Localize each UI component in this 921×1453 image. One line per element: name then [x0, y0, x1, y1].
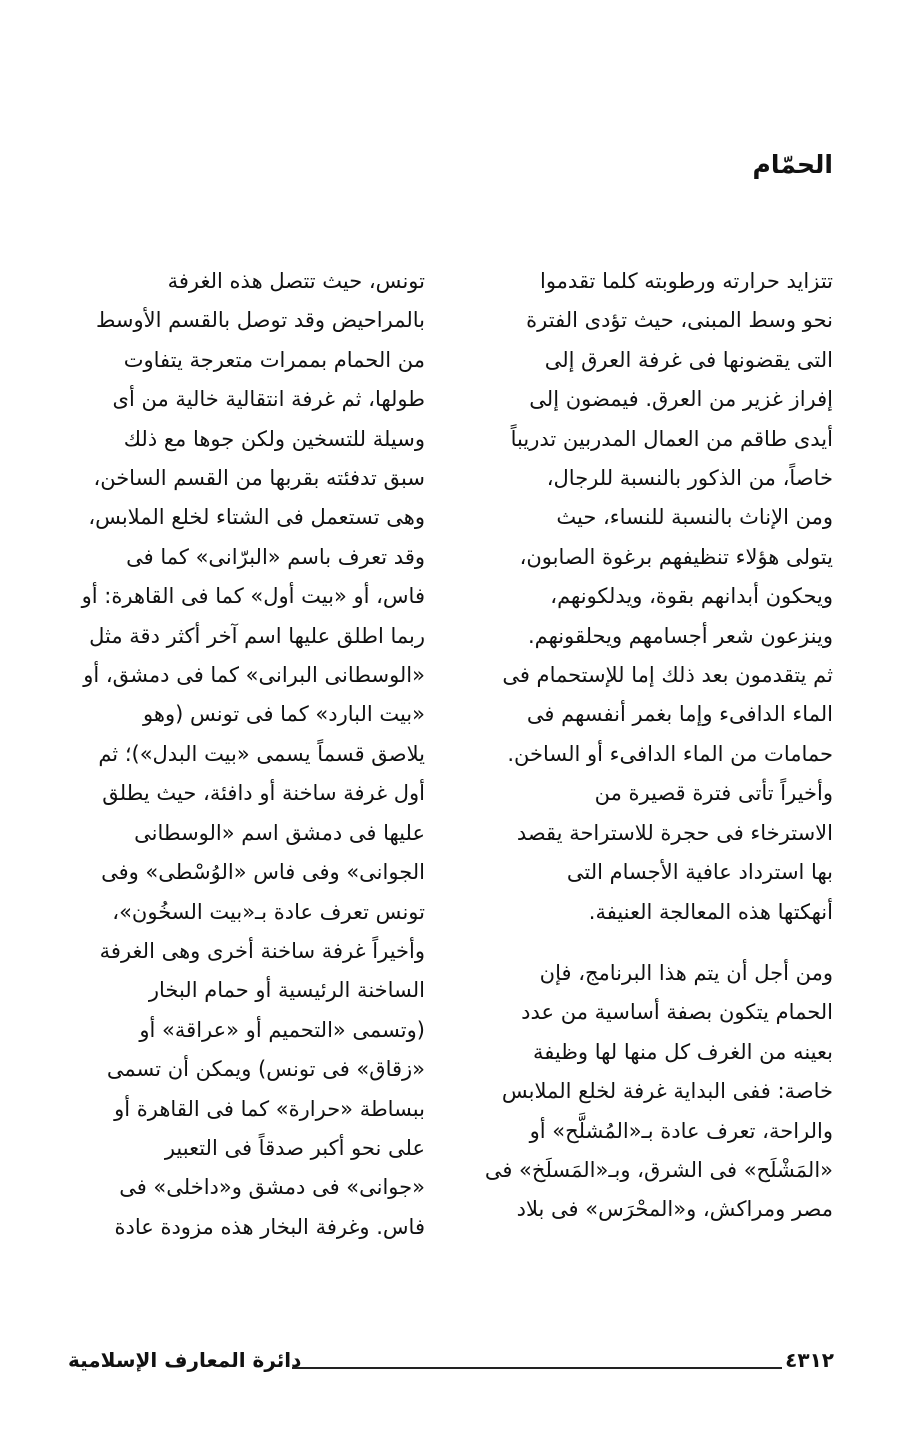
page-number: ٤٣١٢ — [785, 1348, 834, 1372]
text-line: الساخنة الرئيسية أو حمام البخار — [148, 978, 425, 1003]
text-line: أيدى طاقم من العمال المدربين تدريباً — [510, 426, 833, 451]
text-line: ويحكون أبدانهم بقوة، ويدلكونهم، — [550, 584, 833, 609]
text-line: بعينه من الغرف كل منها لها وظيفة — [532, 1039, 833, 1064]
text-line: الجوانى» وفى فاس «الوُسْطى» وفى — [101, 860, 425, 885]
text-line: من الحمام بممرات متعرجة يتفاوت — [123, 347, 425, 372]
text-line: «زقاق» فى تونس) ويمكن أن تسمى — [106, 1057, 425, 1082]
paragraph-spacer — [476, 932, 833, 954]
text-line: ومن أجل أن يتم هذا البرنامج، فإن — [539, 960, 833, 985]
text-line: يلاصق قسماً يسمى «بيت البدل»)؛ ثم — [98, 741, 425, 766]
text-line: خاصاً، من الذكور بالنسبة للرجال، — [546, 466, 833, 491]
paragraph-1 — [476, 262, 833, 932]
paragraph-2 — [476, 954, 833, 1230]
text-line: على نحو أكبر صدقاً فى التعبير — [164, 1135, 425, 1160]
footer-rule — [292, 1367, 782, 1369]
text-line: بالمراحيض وقد توصل بالقسم الأوسط — [95, 308, 425, 333]
text-line: فاس. وغرفة البخار هذه مزودة عادة — [114, 1214, 425, 1239]
text-line: (وتسمى «التحميم أو «عراقة» أو — [139, 1017, 425, 1042]
running-title: الحمّام — [752, 150, 833, 179]
text-line: نحو وسط المبنى، حيث تؤدى الفترة — [526, 308, 833, 333]
text-line: وقد تعرف باسم «البرّانى» كما فى — [126, 544, 425, 569]
text-line: سبق تدفئته بقربها من القسم الساخن، — [93, 466, 425, 491]
text-line: ربما اطلق عليها اسم آخر أكثر دقة مثل — [89, 623, 425, 648]
text-line: حمامات من الماء الدافىء أو الساخن. — [507, 741, 833, 766]
text-line: يتولى هؤلاء تنظيفهم برغوة الصابون، — [519, 544, 833, 569]
text-line: عليها فى دمشق اسم «الوسطانى — [134, 820, 425, 845]
text-line: وأخيراً تأتى فترة قصيرة من — [594, 781, 833, 806]
text-line: والراحة، تعرف عادة بـ«المُشلَّح» أو — [529, 1118, 833, 1143]
text-column-right — [476, 262, 833, 1230]
text-line: ومن الإناث بالنسبة للنساء، حيث — [556, 505, 833, 530]
text-column-left — [68, 262, 425, 1247]
text-line: خاصة: ففى البداية غرفة لخلع الملابس — [501, 1079, 833, 1104]
text-line: فاس، أو «بيت أول» كما فى القاهرة: أو — [81, 584, 425, 609]
text-line: ثم يتقدمون بعد ذلك إما للإستحمام فى — [502, 663, 833, 688]
text-line: وهى تستعمل فى الشتاء لخلع الملابس، — [88, 505, 425, 530]
text-line: الماء الدافىء وإما بغمر أنفسهم فى — [526, 702, 833, 727]
text-line: وسيلة للتسخين ولكن جوها مع ذلك — [123, 426, 425, 451]
text-line: وينزعون شعر أجسامهم ويحلقونهم. — [527, 623, 833, 648]
text-line: تونس تعرف عادة بـ«بيت السخُون»، — [112, 899, 425, 924]
text-line: تتزايد حرارته ورطوبته كلما تقدموا — [539, 269, 833, 293]
text-line: بها استرداد عافية الأجسام التى — [566, 860, 833, 885]
journal-title: دائرة المعارف الإسلامية — [68, 1348, 302, 1372]
text-line: التى يقضونها فى غرفة العرق إلى — [544, 347, 833, 372]
text-line: أنهكتها هذه المعالجة العنيفة. — [588, 899, 833, 924]
text-line: طولها، ثم غرفة انتقالية خالية من أى — [112, 387, 425, 412]
text-line: ببساطة «حرارة» كما فى القاهرة أو — [114, 1096, 425, 1121]
text-line: «جوانى» فى دمشق و«داخلى» فى — [119, 1175, 425, 1200]
text-line: وأخيراً غرفة ساخنة أخرى وهى الغرفة — [99, 938, 425, 963]
text-line: الاسترخاء فى حجرة للاستراحة يقصد — [516, 820, 833, 845]
page-footer — [68, 1348, 834, 1388]
text-line: تونس، حيث تتصل هذه الغرفة — [167, 269, 425, 293]
text-line: «بيت البارد» كما فى تونس (وهو — [143, 702, 425, 727]
text-line: الحمام يتكون بصفة أساسية من عدد — [521, 1000, 833, 1025]
text-line: مصر ومراكش، و«المحْرَس» فى بلاد — [516, 1197, 833, 1222]
text-line: «المَشْلَح» فى الشرق، وبـ«المَسلَخ» فى — [484, 1157, 833, 1182]
text-line: أول غرفة ساخنة أو دافئة، حيث يطلق — [102, 781, 425, 806]
text-line: «الوسطانى البرانى» كما فى دمشق، أو — [83, 663, 425, 688]
text-line: إفراز غزير من العرق. فيمضون إلى — [529, 387, 833, 412]
